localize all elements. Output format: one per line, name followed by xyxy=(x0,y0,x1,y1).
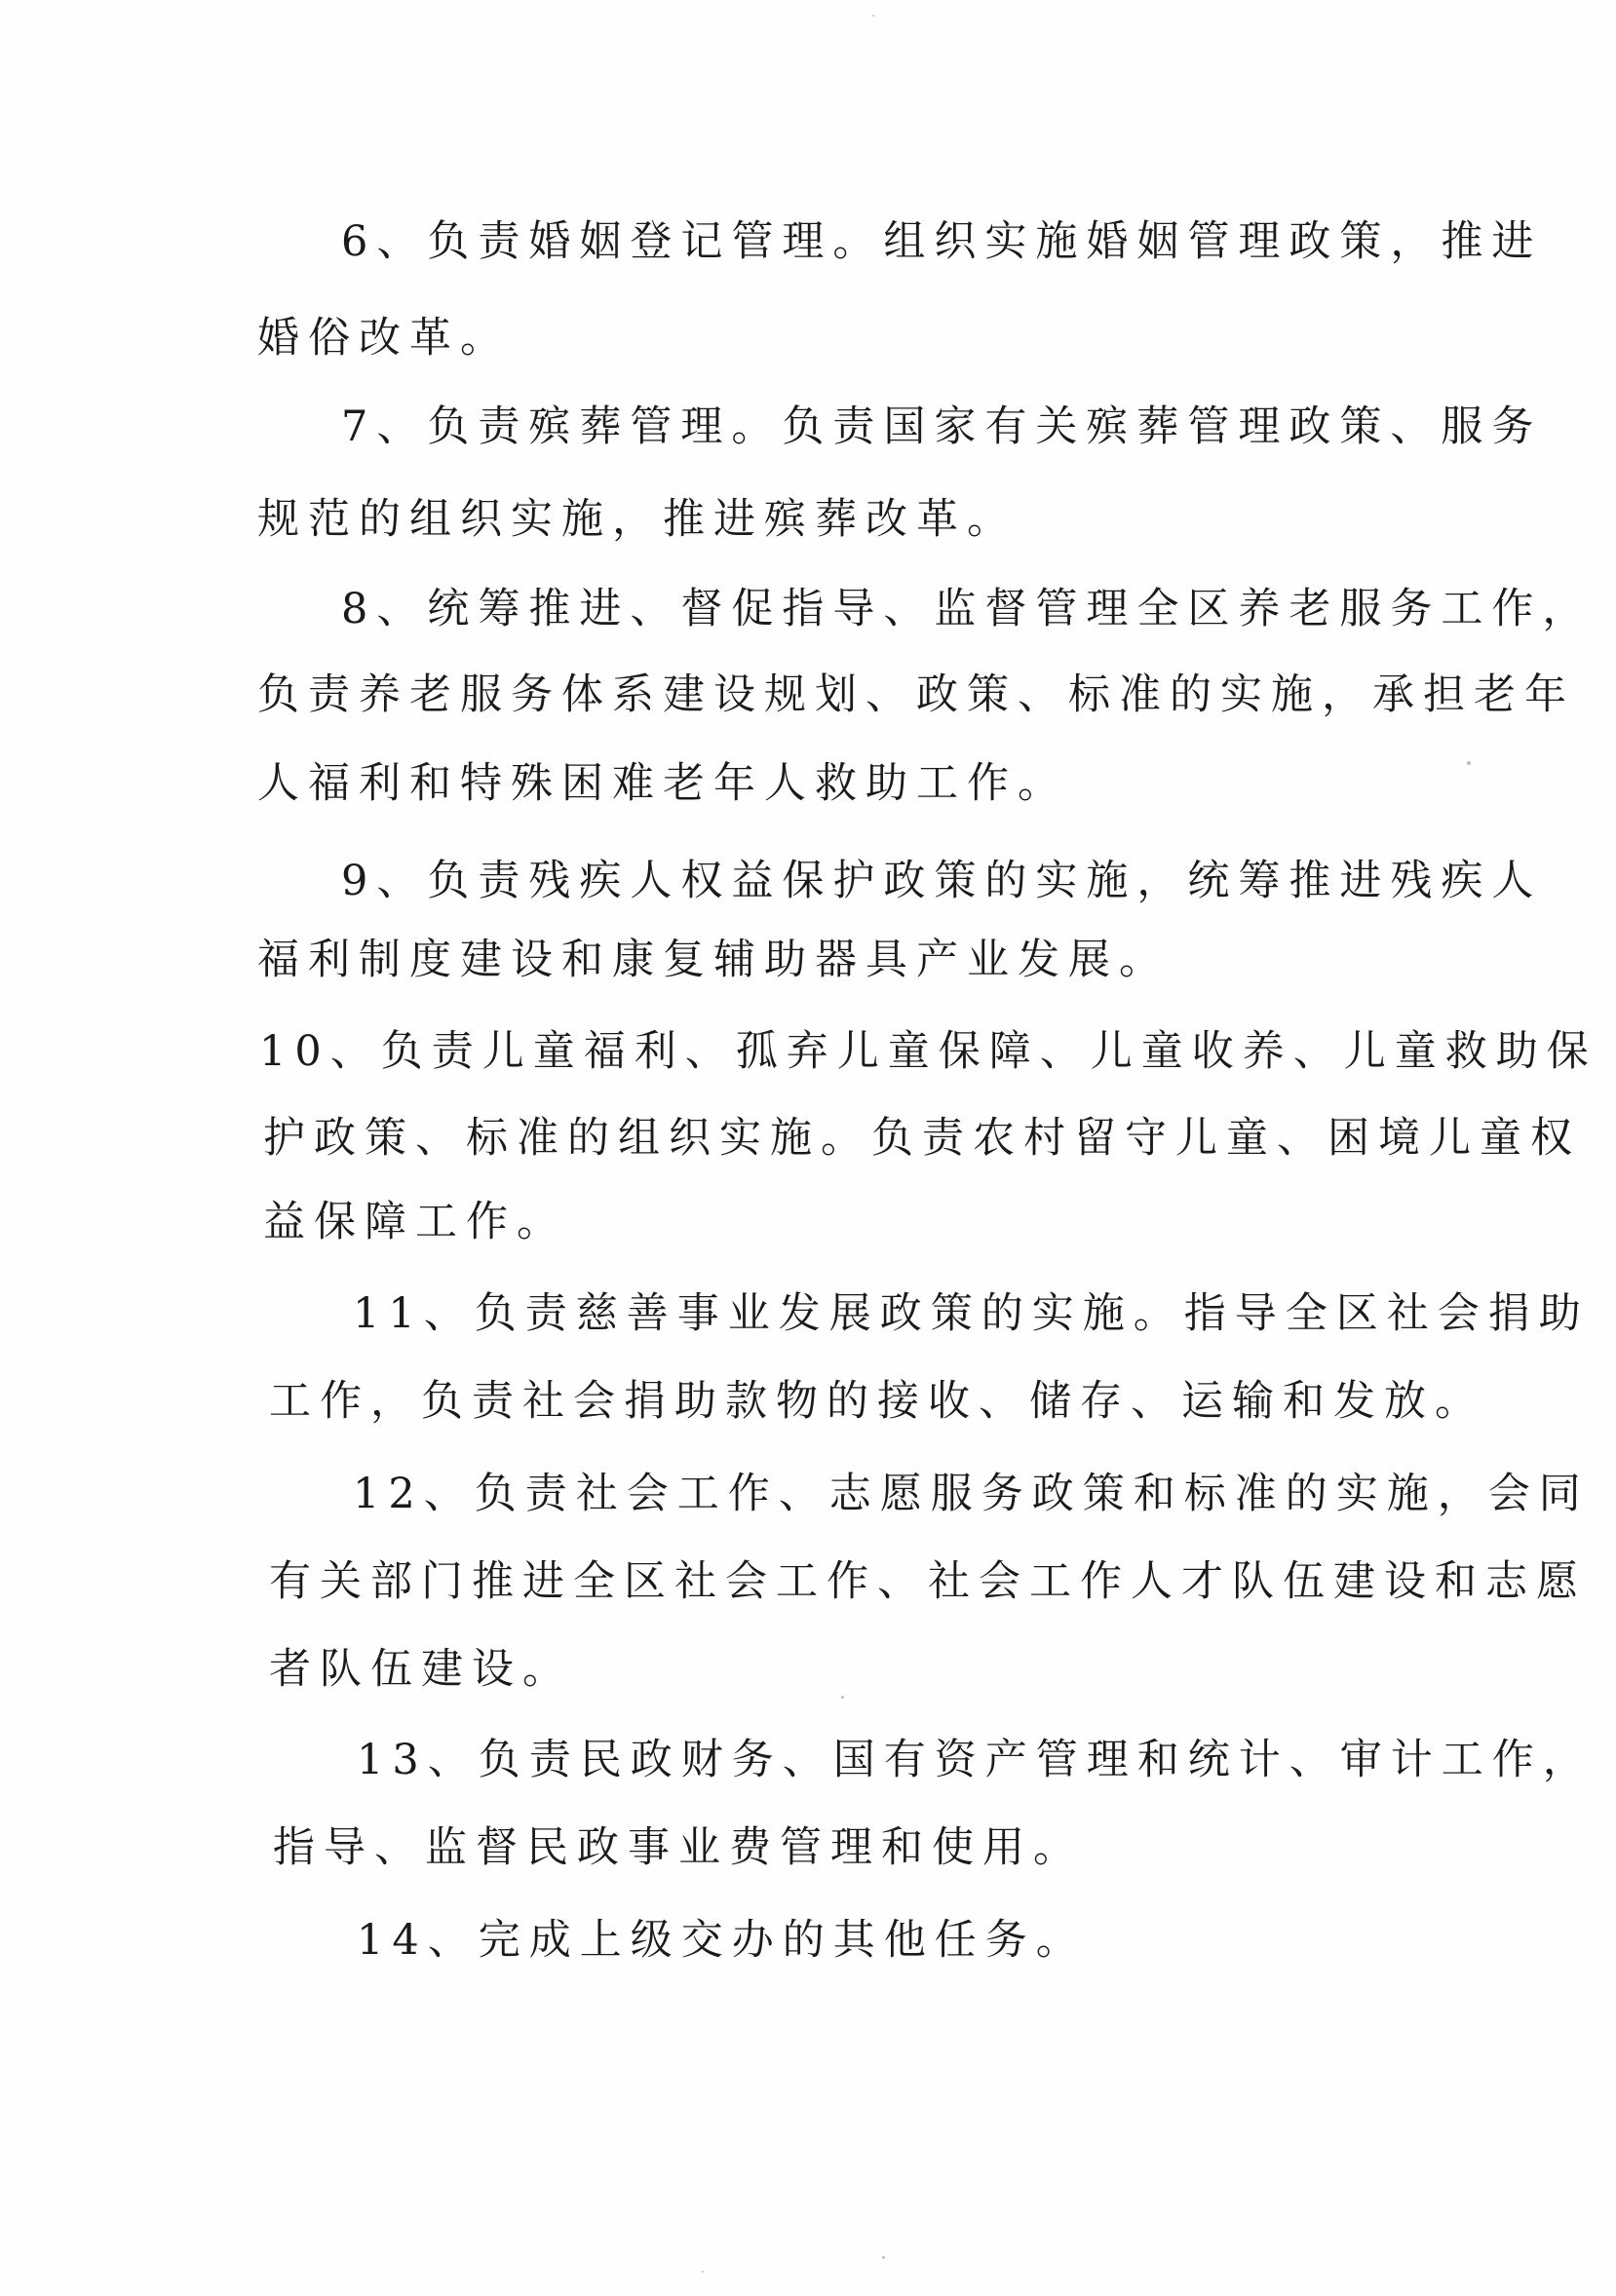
item-6-line-1: 6、负责婚姻登记管理。组织实施婚姻管理政策，推进 xyxy=(341,217,1543,266)
item-6-line-2: 婚俗改革。 xyxy=(257,314,511,363)
scan-speck xyxy=(882,2256,885,2259)
item-14-line-1: 14、完成上级交办的其他任务。 xyxy=(357,1916,1087,1965)
item-9-line-1: 9、负责残疾人权益保护政策的实施，统筹推进残疾人 xyxy=(341,857,1543,905)
item-12-line-2: 有关部门推进全区社会工作、社会工作人才队伍建设和志愿 xyxy=(269,1557,1587,1606)
item-8-line-2: 负责养老服务体系建设规划、政策、标准的实施，承担老年 xyxy=(257,670,1575,719)
item-7-line-2: 规范的组织实施，推进殡葬改革。 xyxy=(257,495,1018,544)
item-8-line-3: 人福利和特殊困难老年人救助工作。 xyxy=(257,759,1068,808)
item-11-line-2: 工作，负责社会捐助款物的接收、储存、运输和发放。 xyxy=(269,1377,1485,1426)
item-12-line-3: 者队伍建设。 xyxy=(269,1645,573,1694)
item-13-line-2: 指导、监督民政事业费管理和使用。 xyxy=(273,1823,1084,1872)
scan-speck xyxy=(872,15,874,17)
scan-speck xyxy=(1467,761,1471,765)
item-8-line-1: 8、统筹推进、督促指导、监督管理全区养老服务工作， xyxy=(341,585,1594,633)
item-7-line-1: 7、负责殡葬管理。负责国家有关殡葬管理政策、服务 xyxy=(341,402,1543,451)
item-13-line-1: 13、负责民政财务、国有资产管理和统计、审计工作， xyxy=(357,1736,1594,1784)
item-12-line-1: 12、负责社会工作、志愿服务政策和标准的实施，会同 xyxy=(353,1470,1590,1518)
item-10-line-3: 益保障工作。 xyxy=(263,1198,567,1246)
item-10-line-2: 护政策、标准的组织实施。负责农村留守儿童、困境儿童权 xyxy=(263,1114,1581,1163)
item-10-line-1: 10、负责儿童福利、孤弃儿童保障、儿童收养、儿童救助保 xyxy=(259,1027,1597,1076)
item-9-line-2: 福利制度建设和康复辅助器具产业发展。 xyxy=(257,936,1170,984)
scan-speck xyxy=(702,2271,704,2273)
item-11-line-1: 11、负责慈善事业发展政策的实施。指导全区社会捐助 xyxy=(353,1289,1590,1338)
scan-speck xyxy=(841,1696,844,1699)
